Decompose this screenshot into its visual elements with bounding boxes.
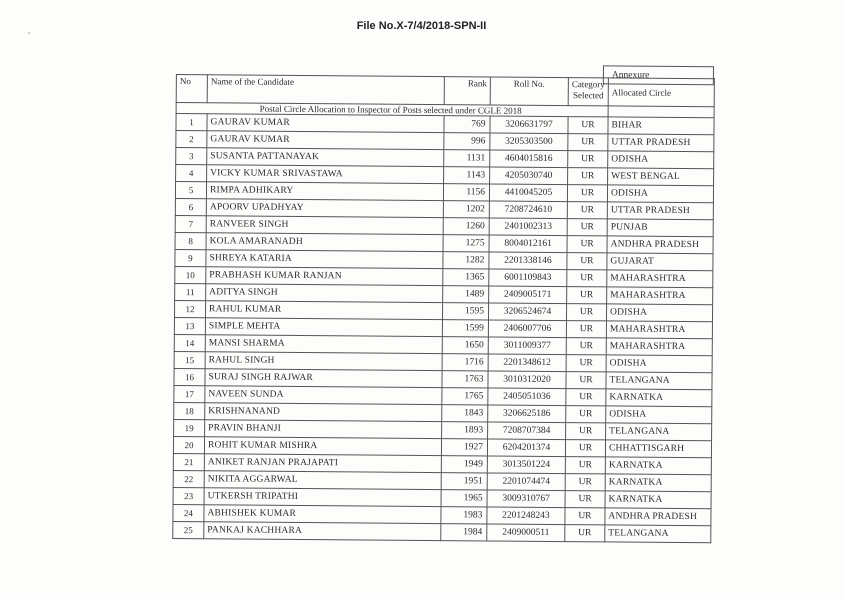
cell-category: UR <box>565 474 605 491</box>
cell-roll-no: 2401002313 <box>489 218 567 236</box>
cell-category: UR <box>568 117 608 134</box>
cell-rank: 1927 <box>441 439 487 456</box>
cell-category: UR <box>565 525 605 542</box>
cell-rank: 1949 <box>441 456 487 473</box>
cell-roll-no: 2201248243 <box>487 507 565 525</box>
cell-no: 2 <box>176 131 207 148</box>
cell-rank: 996 <box>444 133 490 150</box>
cell-category: UR <box>566 423 606 440</box>
cell-rank: 1595 <box>442 303 488 320</box>
cell-rank: 1983 <box>441 507 487 524</box>
cell-circle: KARNATKA <box>605 474 711 492</box>
cell-category: UR <box>567 236 607 253</box>
cell-roll-no: 7208707384 <box>488 422 566 440</box>
cell-category: UR <box>566 338 606 355</box>
cell-circle: MAHARASHTRA <box>607 287 713 305</box>
cell-category: UR <box>568 168 608 185</box>
annexure-sheet <box>176 62 714 539</box>
cell-rank: 1951 <box>441 473 487 490</box>
cell-no: 21 <box>173 453 204 470</box>
cell-circle: UTTAR PRADESH <box>608 134 714 152</box>
cell-roll-no: 6001109843 <box>489 269 567 287</box>
cell-no: 13 <box>174 317 205 334</box>
file-number-heading: File No.X-7/4/2018-SPN-II <box>356 20 487 32</box>
cell-name: PRABHASH KUMAR RANJAN <box>206 267 443 286</box>
cell-rank: 1131 <box>444 150 490 167</box>
cell-rank: 1489 <box>443 286 489 303</box>
cell-category: UR <box>565 440 605 457</box>
cell-no: 15 <box>174 351 205 368</box>
cell-name: SURAJ SINGH RAJWAR <box>205 369 442 388</box>
cell-category: UR <box>567 185 607 202</box>
cell-name: GAURAV KUMAR <box>207 114 444 133</box>
cell-category: UR <box>567 287 607 304</box>
cell-no: 7 <box>175 215 206 232</box>
cell-circle: TELANGANA <box>605 525 711 543</box>
cell-rank: 1843 <box>442 405 488 422</box>
cell-name: APOORV UPADHYAY <box>206 199 443 218</box>
cell-circle: ODISHA <box>606 406 712 424</box>
cell-category: UR <box>566 406 606 423</box>
cell-no: 3 <box>176 148 207 165</box>
cell-circle: ODISHA <box>606 304 712 322</box>
cell-roll-no: 3013501224 <box>487 456 565 474</box>
cell-no: 20 <box>173 436 204 453</box>
cell-name: ABHISHEK KUMAR <box>204 505 441 524</box>
cell-circle: TELANGANA <box>606 372 712 390</box>
cell-name: GAURAV KUMAR <box>207 131 444 150</box>
col-header-no: No <box>176 75 207 103</box>
cell-circle: ODISHA <box>607 185 713 203</box>
cell-name: NIKITA AGGARWAL <box>204 471 441 490</box>
cell-category: UR <box>565 508 605 525</box>
cell-circle: BIHAR <box>608 117 714 135</box>
cell-rank: 769 <box>444 116 490 133</box>
cell-name: PANKAJ KACHHARA <box>204 522 441 541</box>
cell-circle: TELANGANA <box>606 423 712 441</box>
cell-name: SHREYA KATARIA <box>206 250 443 269</box>
cell-name: NAVEEN SUNDA <box>205 386 442 405</box>
cell-no: 9 <box>175 249 206 266</box>
cell-roll-no: 2409005171 <box>489 286 567 304</box>
col-header-circle: Allocated Circle <box>608 78 714 107</box>
col-header-roll: Roll No. <box>490 77 568 106</box>
cell-roll-no: 3206631797 <box>490 116 568 134</box>
cell-roll-no: 3011009377 <box>488 337 566 355</box>
cell-circle: PUNJAB <box>607 219 713 237</box>
cell-rank: 1282 <box>443 252 489 269</box>
cell-circle: ODISHA <box>606 355 712 373</box>
table-caption: Postal Circle Allocation to Inspector of Posts selected under CGLE 2018 <box>176 103 608 117</box>
cell-category: UR <box>566 304 606 321</box>
cell-roll-no: 7208724610 <box>489 201 567 219</box>
table-row <box>173 521 711 542</box>
cell-name: RAHUL KUMAR <box>205 301 442 320</box>
cell-roll-no: 3206524674 <box>488 303 566 321</box>
header-row <box>176 75 714 107</box>
cell-roll-no: 4205030740 <box>490 167 568 185</box>
cell-category: UR <box>567 253 607 270</box>
cell-roll-no: 2201074474 <box>487 473 565 491</box>
cell-category: UR <box>567 270 607 287</box>
cell-no: 14 <box>174 334 205 351</box>
cell-name: SIMPLE MEHTA <box>205 318 442 337</box>
cell-circle: CHHATTISGARH <box>605 440 711 458</box>
cell-category: UR <box>566 355 606 372</box>
cell-category: UR <box>568 151 608 168</box>
cell-circle: ODISHA <box>608 151 714 169</box>
cell-rank: 1156 <box>443 184 489 201</box>
cell-name: RAHUL SINGH <box>205 352 442 371</box>
cell-rank: 1984 <box>441 524 487 541</box>
scan-speck <box>28 32 30 34</box>
cell-roll-no: 8004012161 <box>489 235 567 253</box>
cell-name: MANSI SHARMA <box>205 335 442 354</box>
cell-rank: 1716 <box>442 354 488 371</box>
cell-no: 11 <box>175 283 206 300</box>
cell-rank: 1599 <box>442 320 488 337</box>
cell-no: 1 <box>176 114 207 131</box>
cell-name: RANVEER SINGH <box>206 216 443 235</box>
cell-circle: MAHARASHTRA <box>607 270 713 288</box>
cell-roll-no: 3206625186 <box>488 405 566 423</box>
cell-name: ANIKET RANJAN PRAJAPATI <box>204 454 441 473</box>
cell-circle: UTTAR PRADESH <box>607 202 713 220</box>
col-header-category: Category Selected <box>568 78 608 106</box>
cell-name: VICKY KUMAR SRIVASTAWA <box>207 165 444 184</box>
cell-rank: 1893 <box>442 422 488 439</box>
cell-category: UR <box>565 491 605 508</box>
col-header-rank: Rank <box>444 77 490 105</box>
cell-no: 25 <box>173 521 204 538</box>
cell-circle: MAHARASHTRA <box>606 321 712 339</box>
table-body <box>173 114 714 543</box>
cell-circle: MAHARASHTRA <box>606 338 712 356</box>
cell-no: 19 <box>174 419 205 436</box>
cell-name: UTKERSH TRIPATHI <box>204 488 441 507</box>
cell-roll-no: 2409000511 <box>487 524 565 542</box>
cell-rank: 1143 <box>444 167 490 184</box>
cell-name: SUSANTA PATTANAYAK <box>207 148 444 167</box>
cell-circle: ANDHRA PRADESH <box>607 236 713 254</box>
cell-circle: KARNATKA <box>605 491 711 509</box>
cell-rank: 1650 <box>442 337 488 354</box>
cell-circle: KARNATKA <box>605 457 711 475</box>
cell-category: UR <box>568 134 608 151</box>
annexure-label: Annexure <box>603 65 714 85</box>
cell-roll-no: 4604015816 <box>490 150 568 168</box>
cell-rank: 1365 <box>443 269 489 286</box>
cell-no: 10 <box>175 266 206 283</box>
cell-roll-no: 4410045205 <box>489 184 567 202</box>
cell-rank: 1202 <box>443 201 489 218</box>
cell-circle: WEST BENGAL <box>608 168 714 186</box>
cell-circle: ANDHRA PRADESH <box>605 508 711 526</box>
cell-name: KRISHNANAND <box>205 403 442 422</box>
cell-no: 12 <box>174 300 205 317</box>
cell-no: 16 <box>174 368 205 385</box>
cell-category: UR <box>565 457 605 474</box>
caption-blank-cell <box>608 106 714 118</box>
cell-category: UR <box>566 321 606 338</box>
cell-rank: 1765 <box>442 388 488 405</box>
cell-rank: 1965 <box>441 490 487 507</box>
cell-category: UR <box>567 202 607 219</box>
cell-no: 24 <box>173 504 204 521</box>
cell-circle: GUJARAT <box>607 253 713 271</box>
cell-name: PRAVIN BHANJI <box>205 420 442 439</box>
cell-no: 23 <box>173 487 204 504</box>
cell-roll-no: 3010312020 <box>488 371 566 389</box>
cell-name: RIMPA ADHIKARY <box>206 182 443 201</box>
cell-category: UR <box>567 219 607 236</box>
cell-no: 22 <box>173 470 204 487</box>
cell-category: UR <box>566 389 606 406</box>
cell-no: 4 <box>176 165 207 182</box>
cell-roll-no: 2405051036 <box>488 388 566 406</box>
cell-no: 8 <box>175 232 206 249</box>
cell-rank: 1763 <box>442 371 488 388</box>
cell-roll-no: 3009310767 <box>487 490 565 508</box>
cell-name: ADITYA SINGH <box>206 284 443 303</box>
cell-no: 5 <box>175 182 206 199</box>
cell-roll-no: 2201338146 <box>489 252 567 270</box>
cell-rank: 1260 <box>443 218 489 235</box>
cell-roll-no: 3205303500 <box>490 133 568 151</box>
allocation-table <box>172 74 715 543</box>
cell-roll-no: 2201348612 <box>488 354 566 372</box>
cell-name: ROHIT KUMAR MISHRA <box>204 437 441 456</box>
cell-no: 6 <box>175 198 206 215</box>
cell-roll-no: 6204201374 <box>487 439 565 457</box>
cell-no: 18 <box>174 402 205 419</box>
cell-name: KOLA AMARANADH <box>206 233 443 252</box>
col-header-name: Name of the Candidate <box>207 75 444 105</box>
cell-category: UR <box>566 372 606 389</box>
cell-rank: 1275 <box>443 235 489 252</box>
cell-roll-no: 2406007706 <box>488 320 566 338</box>
cell-no: 17 <box>174 385 205 402</box>
cell-circle: KARNATKA <box>606 389 712 407</box>
